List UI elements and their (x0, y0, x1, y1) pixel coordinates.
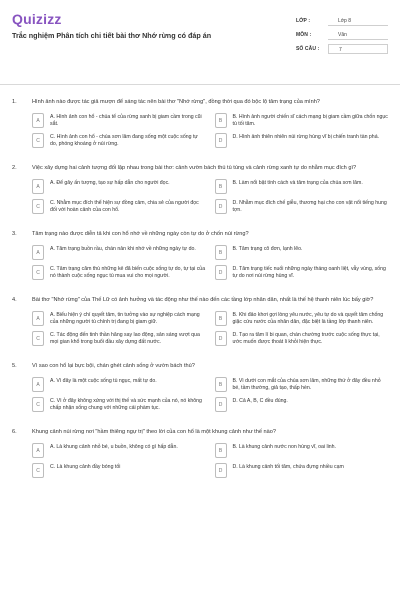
option-text: C. Tâm trạng căm thù những kẻ đã biến cuộc sống tự do, tự tại của nó thành cuộc sống ngục tù mua vui cho mọi người. (50, 266, 206, 280)
question-number: 6. (12, 429, 17, 435)
question-3-options (12, 245, 388, 281)
option-letter-box[interactable]: D (215, 199, 227, 214)
option-text: D. Tâm trạng tiếc nuối những ngày tháng oanh liệt, vẫy vùng, sống tự do nơi núi rừng hùng vĩ. (232, 266, 386, 280)
meta-row-subject (296, 28, 388, 42)
option-text: C. Nhằm mục đích thể hiện sự đồng cảm, chia sẻ của người đọc đối với hoàn cảnh của con hổ. (50, 200, 199, 214)
question-3-head (12, 230, 388, 238)
option-a[interactable] (32, 377, 206, 393)
option-c[interactable] (32, 265, 206, 281)
option-letter-box[interactable]: A (32, 311, 44, 326)
question-text: Tâm trạng nào được diễn tả khi con hổ nhớ về những ngày còn tự do ở chốn núi rừng? (32, 231, 249, 237)
option-c[interactable] (32, 199, 206, 215)
option-b[interactable] (215, 179, 389, 195)
question-2-head (12, 164, 388, 172)
option-text: D. Tạo ra tâm lí bi quan, chán chường trước cuộc sống thực tại, ước muốn được thoát li khỏi hiện thực. (232, 332, 380, 346)
meta-value-class: Lớp 8 (328, 16, 388, 26)
option-text: A. Là khung cảnh nhỏ bé, u buồn, không có gì hấp dẫn. (50, 444, 178, 450)
meta-label-subject: MÔN : (296, 32, 312, 38)
option-letter-box[interactable]: B (215, 245, 227, 260)
option-c[interactable] (32, 331, 206, 347)
option-text: B. Hình ảnh người chiến sĩ cách mạng bị giam cầm giữa chốn ngục tù tối tăm. (232, 114, 388, 128)
option-text: D. Hình ảnh thiên nhiên núi rừng hùng vĩ bị chiến tranh tàn phá. (232, 134, 380, 140)
option-letter-box[interactable]: D (215, 397, 227, 412)
option-letter-box[interactable]: D (215, 133, 227, 148)
meta-row-count (296, 42, 388, 56)
question-text: Bài thơ "Nhớ rừng" của Thế Lữ có ảnh hưởng và tác động như thế nào đến các tầng lớp nhân dân, nhất là thế hệ thanh niên lúc bấy giờ? (32, 297, 374, 303)
option-letter-box[interactable]: D (215, 331, 227, 346)
option-d[interactable] (215, 463, 389, 479)
option-letter-box[interactable]: C (32, 199, 44, 214)
option-letter-box[interactable]: B (215, 113, 227, 128)
option-b[interactable] (215, 245, 389, 261)
option-d[interactable] (215, 133, 389, 149)
quizizz-logo: Quizizz (12, 11, 62, 27)
question-number: 1. (12, 99, 17, 105)
option-text: D. Là khung cảnh tối tăm, chứa đựng nhiều cạm (232, 464, 344, 470)
option-text: A. Hình ảnh con hổ - chúa tể của rừng xanh bị giam cầm trong cũi sắt. (50, 114, 202, 128)
option-a[interactable] (32, 113, 206, 129)
question-6-head (12, 428, 388, 436)
option-letter-box[interactable]: B (215, 179, 227, 194)
question-number: 5. (12, 363, 17, 369)
option-text: A. Để gây ấn tượng, tạo sự hấp dẫn cho người đọc. (50, 180, 170, 186)
question-text: Khung cảnh núi rừng nơi "hầm thiêng ngự trị" theo lời của con hổ là một khung cảnh như thế nào? (32, 429, 276, 435)
meta-row-class (296, 14, 388, 28)
question-text: Vì sao con hổ lại bực bội, chán ghét cảnh sống ở vườn bách thú? (32, 363, 195, 369)
option-d[interactable] (215, 331, 389, 347)
question-2-options (12, 179, 388, 215)
option-letter-box[interactable]: C (32, 133, 44, 148)
option-text: C. Là khung cảnh đầy bóng tối (50, 464, 121, 470)
meta-label-class: LỚP : (296, 18, 311, 24)
option-text: C. Tác động đến tinh thần hăng say lao động, sản sáng vượt qua mọi gian khổ trong buổi đầu xây dựng đất nước. (50, 332, 200, 346)
option-d[interactable] (215, 397, 389, 413)
option-letter-box[interactable]: A (32, 113, 44, 128)
question-6 (12, 428, 388, 479)
worksheet-title: Trắc nghiệm Phân tích chi tiết bài thơ Nhớ rừng có đáp án (12, 31, 212, 40)
question-1 (12, 98, 388, 149)
question-1-head (12, 98, 388, 106)
question-5-options (12, 377, 388, 413)
option-a[interactable] (32, 443, 206, 459)
option-letter-box[interactable]: C (32, 331, 44, 346)
worksheet-header (0, 12, 400, 85)
option-a[interactable] (32, 179, 206, 195)
option-letter-box[interactable]: D (215, 463, 227, 478)
option-c[interactable] (32, 133, 206, 149)
option-letter-box[interactable]: C (32, 397, 44, 412)
worksheet-meta (296, 14, 388, 56)
question-2 (12, 164, 388, 215)
option-letter-box[interactable]: B (215, 377, 227, 392)
option-b[interactable] (215, 443, 389, 459)
question-5 (12, 362, 388, 413)
question-number: 2. (12, 165, 17, 171)
option-letter-box[interactable]: C (32, 463, 44, 478)
option-text: A. Tâm trạng buồn rầu, chán nản khi nhớ về những ngày tự do. (50, 246, 196, 252)
option-letter-box[interactable]: A (32, 179, 44, 194)
option-text: D. Cả A, B, C đều đúng. (232, 398, 288, 404)
meta-value-count: 7 (328, 44, 388, 54)
question-number: 3. (12, 231, 17, 237)
option-c[interactable] (32, 397, 206, 413)
question-text: Hình ảnh nào được tác giả mượn để sáng tác nên bài thơ "Nhớ rừng", đồng thời qua đó bộc lộ tâm trạng của mình? (32, 99, 320, 105)
option-letter-box[interactable]: A (32, 245, 44, 260)
question-1-options (12, 113, 388, 149)
option-a[interactable] (32, 245, 206, 261)
option-text: B. Là khung cảnh nước non hùng vĩ, oai linh. (232, 444, 336, 450)
option-text: C. Vì ở đây không xứng với thị thế và sức mạnh của nó, nó không chấp nhận sống chung với những cái phàm tục. (50, 398, 202, 412)
option-c[interactable] (32, 463, 206, 479)
question-6-options (12, 443, 388, 479)
question-3 (12, 230, 388, 281)
option-b[interactable] (215, 113, 389, 129)
option-letter-box[interactable]: A (32, 377, 44, 392)
option-letter-box[interactable]: B (215, 443, 227, 458)
option-letter-box[interactable]: C (32, 265, 44, 280)
option-text: A. Biểu hiện ý chí quyết tâm, tin tưởng vào sự nghiệp cách mạng của những người tù chính trị đang bị giam giữ. (50, 312, 200, 326)
option-letter-box[interactable]: A (32, 443, 44, 458)
option-text: A. Vì đây là một cuộc sống tù ngục, mất tự do. (50, 378, 157, 384)
option-d[interactable] (215, 265, 389, 281)
option-text: B. Làm nổi bật tính cách và tâm trạng của chúa sơn lâm. (232, 180, 363, 186)
option-b[interactable] (215, 377, 389, 393)
option-b[interactable] (215, 311, 389, 327)
brand-block (12, 12, 211, 40)
option-text: B. Vì dưới con mắt của chúa sơn lâm, những thứ ở đây đều nhỏ bé, tầm thường, giả tạo, thấp hèn. (232, 378, 381, 392)
option-text: D. Nhằm mục đích chế giễu, thương hại cho con vật nổi tiếng hung tợn. (232, 200, 387, 214)
option-text: B. Khi đảo khơi gợi lòng yêu nước, yêu tự do và quyết tâm chống giặc cứu nước của nhân dân, đặc biệt là tầng lớp thanh niên. (232, 312, 384, 326)
question-5-head (12, 362, 388, 370)
option-d[interactable] (215, 199, 389, 215)
option-text: B. Tâm trạng cô đơn, lạnh lẽo. (232, 246, 303, 252)
question-4 (12, 296, 388, 347)
question-4-head (12, 296, 388, 304)
meta-value-subject: Văn (328, 30, 388, 40)
meta-label-count: SỐ CÂU : (296, 46, 320, 52)
option-letter-box[interactable]: D (215, 265, 227, 280)
question-text: Việc xây dựng hai cảnh tượng đối lập nhau trong bài thơ: cảnh vườn bách thú tù túng và cảnh rừng xanh tự do nhằm mục đích gì? (32, 165, 357, 171)
question-number: 4. (12, 297, 17, 303)
question-4-options (12, 311, 388, 347)
question-list (12, 85, 388, 479)
option-text: C. Hình ảnh con hổ - chúa sơn lâm đang sống một cuộc sống tự do, phóng khoáng ở núi rừng. (50, 134, 198, 148)
option-letter-box[interactable]: B (215, 311, 227, 326)
option-a[interactable] (32, 311, 206, 327)
